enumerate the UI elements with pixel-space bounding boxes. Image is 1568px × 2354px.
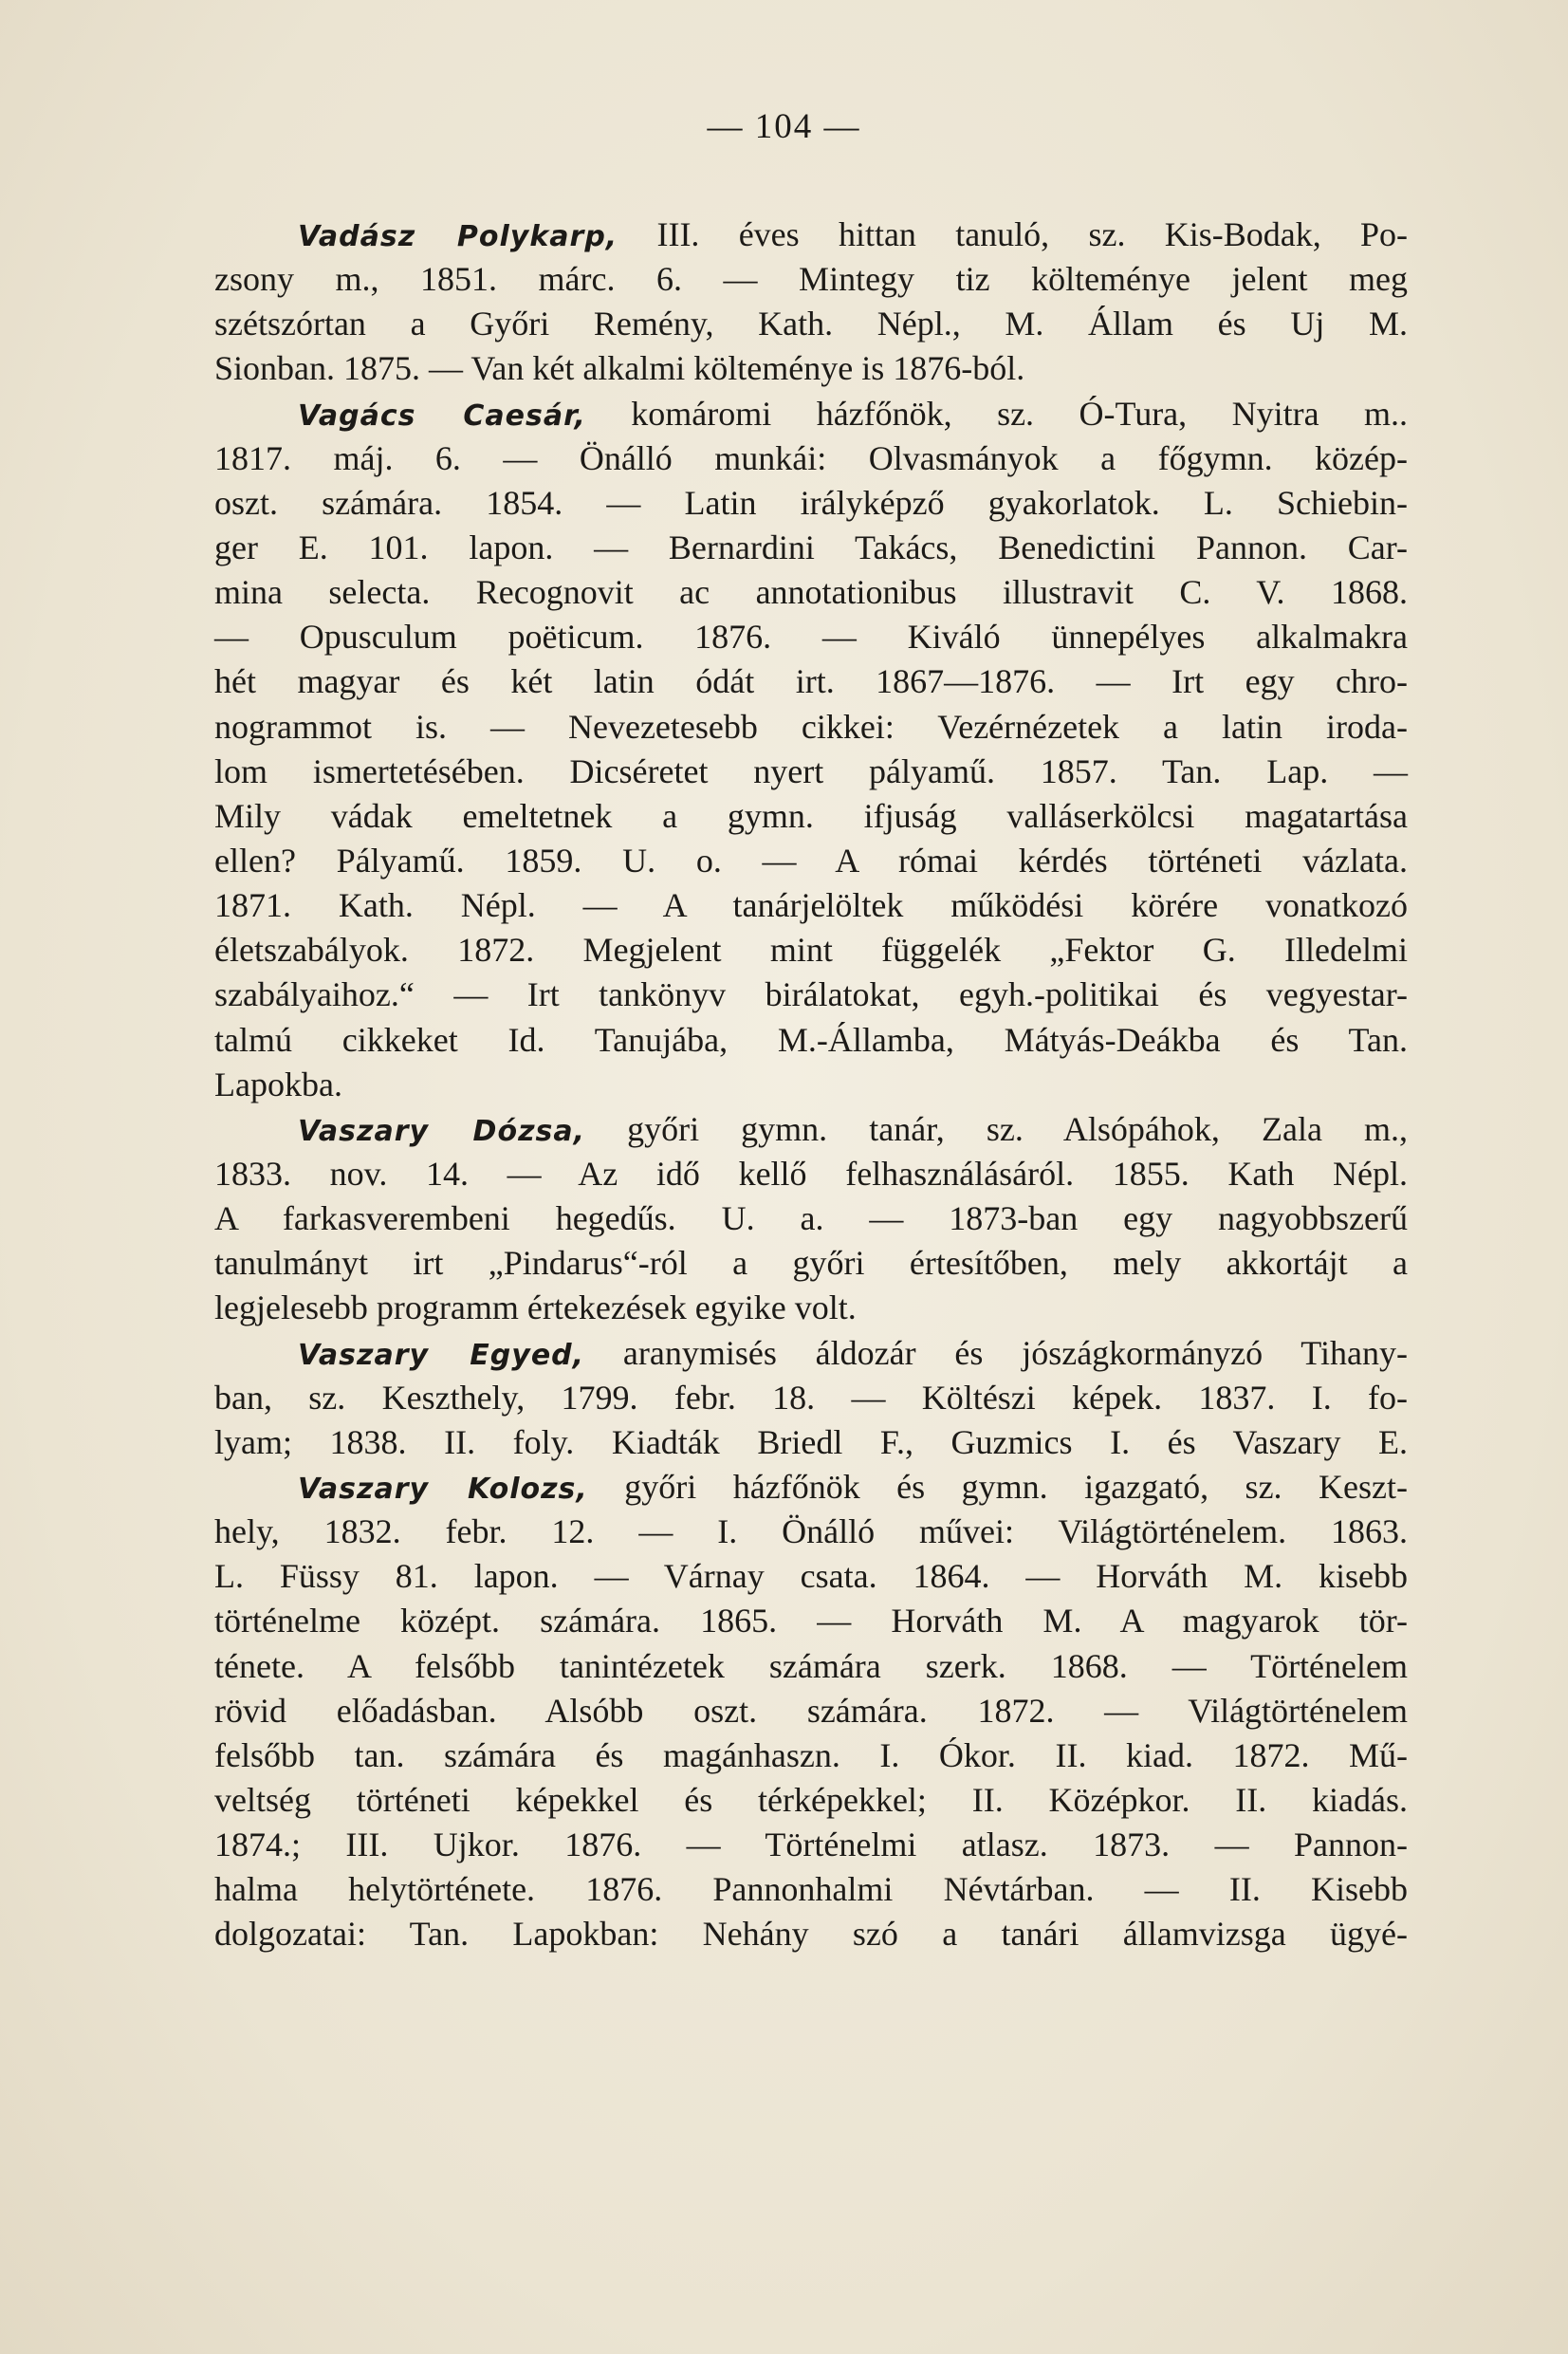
line-text: zsony m., 1851. márc. 6. — Mintegy tiz költeménye jelent meg [214, 260, 1408, 299]
line-text: dolgozatai: Tan. Lapokban: Nehány szó a tanári államvizsga ügyé- [214, 1915, 1408, 1954]
text-line [214, 973, 1408, 1017]
text-line [214, 1241, 1408, 1286]
line-text: 1871. Kath. Népl. — A tanárjelöltek működési körére vonatkozó [214, 886, 1408, 925]
line-text: lyam; 1838. II. foly. Kiadták Briedl F., Guzmics I. és Vaszary E. [214, 1422, 1408, 1461]
text-line [214, 481, 1408, 526]
entry-name: Vadász Polykarp, [298, 220, 618, 253]
entry-first-line [214, 1465, 1408, 1510]
line-text: 1817. máj. 6. — Önálló munkái: Olvasmányok a főgymn. közép- [214, 438, 1408, 477]
line-text: veltség történeti képekkel és térképekkel; II. Középkor. II. kiadás. [214, 1780, 1408, 1819]
text-line [214, 1420, 1408, 1465]
entry-first-line [214, 1107, 1408, 1152]
text-line [214, 794, 1408, 839]
text-line [214, 705, 1408, 750]
text-line [214, 257, 1408, 302]
line-text: ban, sz. Keszthely, 1799. febr. 18. — Költészi képek. 1837. I. fo- [214, 1378, 1408, 1417]
text-line [214, 1554, 1408, 1599]
text-line [214, 436, 1408, 481]
text-line [214, 1912, 1408, 1956]
text-line [214, 526, 1408, 570]
text-line [214, 928, 1408, 973]
line-text: talmú cikkeket Id. Tanujába, M.-Államba, Mátyás-Deákba és Tan. [214, 1020, 1408, 1059]
line-text: tanulmányt irt „Pindarus“-ról a győri értesítőben, mely akkortájt a [214, 1244, 1408, 1283]
text-line [214, 1644, 1408, 1689]
page-number: — 104 — [707, 107, 861, 146]
text-line [214, 1823, 1408, 1867]
text-line [214, 1689, 1408, 1733]
line-text: felsőbb tan. számára és magánhaszn. I. Ókor. II. kiad. 1872. Mű- [214, 1735, 1408, 1774]
line-text: életszabályok. 1872. Megjelent mint függelék „Fektor G. Illedelmi [214, 931, 1408, 970]
text-line [214, 839, 1408, 883]
entry-name: Vaszary Dózsa, [298, 1114, 586, 1148]
text-line [214, 1867, 1408, 1912]
text-line [214, 1152, 1408, 1196]
line-text: Mily vádak emeltetnek a gymn. ifjuság valláserkölcsi magatartása [214, 796, 1408, 835]
line-text: ellen? Pályamű. 1859. U. o. — A római kérdés történeti vázlata. [214, 841, 1408, 880]
text-line [214, 1733, 1408, 1778]
line-text: ger E. 101. lapon. — Bernardini Takács, Benedictini Pannon. Car- [214, 528, 1408, 566]
line-text: győri házfőnök és gymn. igazgató, sz. Keszt- [587, 1467, 1408, 1506]
line-text: hely, 1832. febr. 12. — I. Önálló művei: Világtörténelem. 1863. [214, 1512, 1408, 1551]
line-text: nogrammot is. — Nevezetesebb cikkei: Vezérnézetek a latin iroda- [214, 707, 1408, 746]
line-text: lom ismertetésében. Dicséretet nyert pályamű. 1857. Tan. Lap. — [214, 751, 1408, 790]
entry-name: Vagács Caesár, [298, 399, 586, 433]
line-text: oszt. számára. 1854. — Latin irályképző gyakorlatok. L. Schiebin- [214, 483, 1408, 522]
line-text: hét magyar és két latin ódát irt. 1867—1876. — Irt egy chro- [214, 662, 1408, 701]
entry-first-line [214, 392, 1408, 436]
line-text: halma helytörténete. 1876. Pannonhalmi Névtárban. — II. Kisebb [214, 1870, 1408, 1909]
text-line [214, 1599, 1408, 1643]
text-line [214, 659, 1408, 704]
text-body [214, 213, 1408, 1956]
line-text: szétszórtan a Győri Remény, Kath. Népl., M. Állam és Uj M. [214, 305, 1408, 343]
line-text: legjelesebb programm értekezések egyike volt. [214, 1288, 857, 1327]
text-line [214, 1376, 1408, 1420]
entry-first-line [214, 213, 1408, 257]
text-line [214, 302, 1408, 346]
entry-name: Vaszary Egyed, [298, 1338, 585, 1372]
line-text: III. éves hittan tanuló, sz. Kis-Bodak, Po- [618, 215, 1408, 253]
text-line [214, 346, 1408, 391]
line-text: 1833. nov. 14. — Az idő kellő felhasználásáról. 1855. Kath Népl. [214, 1154, 1408, 1193]
line-text: szabályaihoz.“ — Irt tankönyv birálatokat, egyh.-politikai és vegyestar- [214, 975, 1408, 1014]
line-text: Lapokba. [214, 1065, 342, 1103]
line-text: L. Füssy 81. lapon. — Várnay csata. 1864. — Horváth M. kisebb [214, 1557, 1408, 1596]
line-text: mina selecta. Recognovit ac annotationibus illustravit C. V. 1868. [214, 573, 1408, 612]
line-text: győri gymn. tanár, sz. Alsópáhok, Zala m., [585, 1109, 1408, 1148]
entry-name: Vaszary Kolozs, [298, 1472, 588, 1506]
line-text: rövid előadásban. Alsóbb oszt. számára. 1872. — Világtörténelem [214, 1691, 1408, 1730]
line-text: — Opusculum poëticum. 1876. — Kiváló ünnepélyes alkalmakra [214, 618, 1408, 657]
text-line [214, 1018, 1408, 1063]
line-text: ténete. A felsőbb tanintézetek számára szerk. 1868. — Történelem [214, 1646, 1408, 1685]
text-line [214, 1196, 1408, 1241]
text-line [214, 1286, 1408, 1330]
line-text: 1874.; III. Ujkor. 1876. — Történelmi atlasz. 1873. — Pannon- [214, 1826, 1408, 1864]
line-text: Sionban. 1875. — Van két alkalmi költeménye is 1876-ból. [214, 349, 1025, 388]
line-text: történelme középt. számára. 1865. — Horváth M. A magyarok tör- [214, 1602, 1408, 1640]
text-line [214, 615, 1408, 659]
text-line [214, 750, 1408, 794]
text-line [214, 883, 1408, 928]
text-line [214, 1778, 1408, 1823]
text-line [214, 1063, 1408, 1107]
line-text: A farkasverembeni hegedűs. U. a. — 1873-ban egy nagyobbszerű [214, 1199, 1408, 1238]
line-text: aranymisés áldozár és jószágkormányzó Tihany- [584, 1333, 1408, 1372]
line-text: komáromi házfőnök, sz. Ó-Tura, Nyitra m.. [585, 394, 1408, 433]
text-line [214, 1510, 1408, 1554]
text-line [214, 570, 1408, 615]
entry-first-line [214, 1331, 1408, 1376]
